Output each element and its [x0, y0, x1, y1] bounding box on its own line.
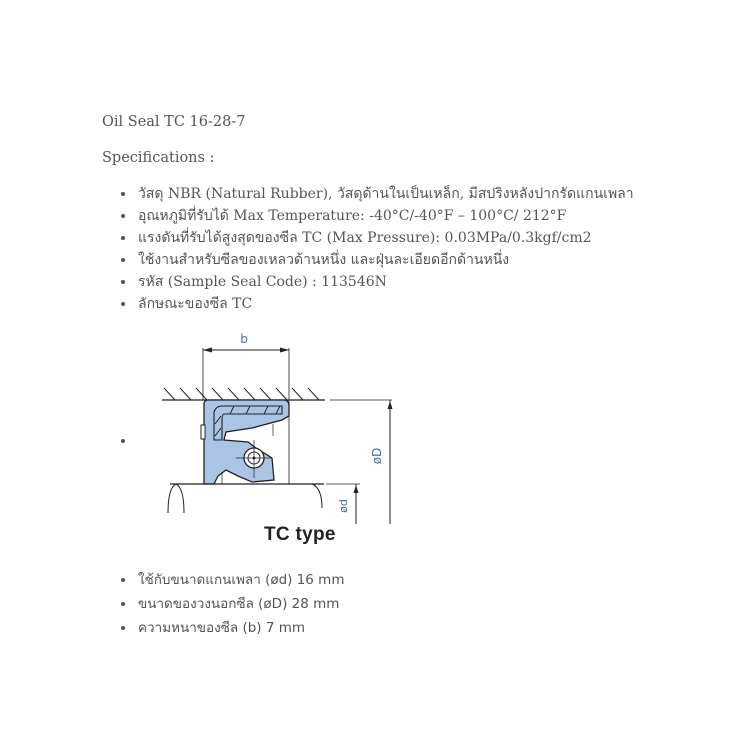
specifications-heading: Specifications :: [102, 150, 215, 166]
bullet-icon: [121, 302, 125, 306]
bullet-icon: [121, 236, 125, 240]
bullet-icon: [121, 578, 125, 582]
spec-item-type: ลักษณะของซีล TC: [120, 293, 634, 315]
svg-text:ød: ød: [337, 499, 350, 513]
specifications-list: [120, 183, 634, 315]
bullet-icon: [121, 214, 125, 218]
diagram-caption: TC type: [264, 524, 336, 545]
bullet-icon: [121, 258, 125, 262]
dimension-item-shaft: ใช้กับขนาดแกนเพลา (ød) 16 mm: [120, 568, 345, 592]
diagram-list-item: [120, 328, 420, 560]
bullet-icon: [121, 626, 125, 630]
svg-text:øD: øD: [370, 447, 384, 465]
bullet-icon: [121, 192, 125, 196]
bullet-icon: [121, 602, 125, 606]
dimension-item-outer: ขนาดของวงนอกซีล (øD) 28 mm: [120, 592, 345, 616]
product-description: [102, 112, 722, 636]
spec-item-code: รหัส (Sample Seal Code) : 113546N: [120, 271, 634, 293]
spec-item-material: วัสดุ NBR (Natural Rubber), วัสดุด้านในเป็นเหล็ก, มีสปริงหลังปากรัดแกนเพลา: [120, 183, 634, 205]
dimension-item-width: ความหนาของซีล (b) 7 mm: [120, 616, 345, 640]
dimensions-list: [120, 568, 345, 640]
spec-item-usage: ใช้งานสำหรับซีลของเหลวด้านหนึ่ง และฝุ่นละเอียดอีกด้านหนึ่ง: [120, 249, 634, 271]
product-title: Oil Seal TC 16-28-7: [102, 114, 246, 130]
tc-seal-diagram: [160, 328, 420, 560]
spec-item-temperature: อุณหภูมิที่รับได้ Max Temperature: -40°C/-40°F – 100°C/ 212°F: [120, 205, 634, 227]
svg-text:b: b: [240, 332, 248, 346]
bullet-icon: [121, 439, 125, 443]
spec-item-pressure: แรงดันที่รับได้สูงสุดของซีล TC (Max Pressure): 0.03MPa/0.3kgf/cm2: [120, 227, 634, 249]
bullet-icon: [121, 280, 125, 284]
